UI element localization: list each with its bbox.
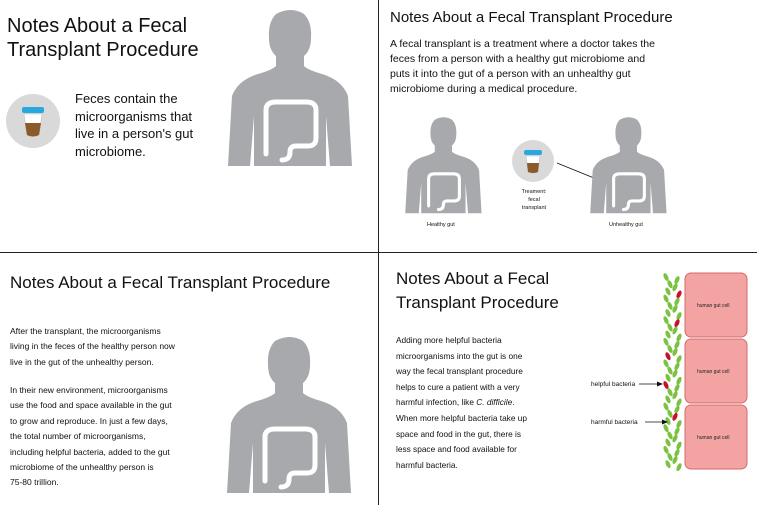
para-line: 75-80 trillion. bbox=[10, 477, 59, 488]
helpful-bacterium bbox=[673, 362, 680, 371]
panel-helpful-bacteria bbox=[379, 253, 757, 505]
gut-cell-label: human gut cell bbox=[697, 303, 730, 309]
caption-line: live in a person's gut bbox=[75, 126, 194, 141]
helpful-bacterium bbox=[675, 419, 682, 428]
panel3-title: Notes About a Fecal Transplant Procedure bbox=[10, 273, 331, 292]
helpful-bacterium bbox=[673, 427, 680, 436]
panel1-title bbox=[7, 14, 199, 62]
helpful-bacterium bbox=[666, 301, 673, 310]
gut-cell-bacteria-diagram bbox=[379, 253, 757, 505]
helpful-bacterium bbox=[666, 323, 673, 332]
helpful-bacterium bbox=[664, 308, 671, 317]
para-line: After the transplant, the microorganisms bbox=[10, 326, 161, 336]
helpful-bacterium bbox=[662, 272, 669, 281]
panel3-para1 bbox=[10, 324, 175, 370]
label-unhealthy-gut: Unhealthy gut bbox=[609, 222, 643, 228]
body-line: helps to cure a patient with a very bbox=[396, 381, 520, 392]
helpful-bacterium bbox=[662, 402, 669, 411]
para-line: microbiome of the unhealthy person is bbox=[10, 462, 154, 473]
helpful-bacterium bbox=[666, 280, 673, 289]
helpful-bacterium bbox=[675, 333, 682, 342]
helpful-bacterium bbox=[664, 395, 671, 404]
helpful-bacterium bbox=[675, 398, 682, 407]
body-line: feces from a person with a healthy gut microbiome and bbox=[390, 53, 646, 65]
helpful-bacterium bbox=[675, 355, 682, 364]
helpful-bacterium bbox=[662, 424, 669, 433]
body-text: . bbox=[512, 397, 515, 408]
transplant-arrow bbox=[379, 0, 757, 252]
helpful-bacterium bbox=[673, 448, 680, 457]
helpful-bacterium bbox=[662, 316, 669, 325]
helpful-bacterium bbox=[662, 294, 669, 303]
pathogen-name: C. difficile bbox=[476, 397, 513, 408]
human-silhouette-large bbox=[226, 6, 356, 166]
helpful-bacterium bbox=[664, 438, 671, 447]
helpful-bacterium bbox=[673, 383, 680, 392]
helpful-bacterium bbox=[664, 330, 671, 339]
panel1-caption bbox=[75, 90, 193, 160]
para-line: In their new environment, microorganisms bbox=[10, 385, 168, 395]
panel1-title-line2: Transplant Procedure bbox=[7, 39, 199, 61]
label-healthy-gut: Healthy gut bbox=[427, 222, 455, 228]
helpful-bacterium bbox=[675, 376, 682, 385]
helpful-bacterium bbox=[675, 311, 682, 320]
harmful-bacterium bbox=[673, 319, 680, 328]
body-line: puts it into the gut of a person with an unhealthy gut bbox=[390, 68, 631, 80]
body-line: space and food in the gut, there is bbox=[396, 428, 522, 439]
helpful-bacterium bbox=[662, 359, 669, 368]
caption-line: microbiome. bbox=[75, 143, 146, 159]
panel2-title: Notes About a Fecal Transplant Procedure bbox=[390, 9, 673, 26]
helpful-bacterium bbox=[673, 297, 680, 306]
caption-line: Feces contain the bbox=[75, 91, 178, 106]
helpful-bacterium bbox=[666, 409, 673, 418]
harmful-bacteria-label: harmful bacteria bbox=[591, 419, 638, 426]
treatment-line: Treament: bbox=[521, 189, 547, 195]
body-line: microorganisms into the gut is one bbox=[396, 350, 523, 361]
panel3-para2 bbox=[10, 383, 172, 491]
helpful-bacterium bbox=[664, 373, 671, 382]
harmful-bacterium bbox=[662, 380, 669, 389]
para-line: to grow and reproduce. In just a few days, bbox=[10, 415, 168, 426]
body-line: A fecal transplant is a treatment where a doctor takes the bbox=[390, 38, 655, 50]
gut-cell-label: human gut cell bbox=[697, 435, 730, 441]
caption-line: microorganisms that bbox=[75, 108, 193, 124]
para-line: living in the feces of the healthy person now bbox=[10, 341, 175, 352]
unhealthy-person-silhouette bbox=[589, 114, 669, 214]
helpful-bacterium bbox=[673, 405, 680, 414]
panel-feces-microorganisms bbox=[0, 0, 378, 252]
stool-sample-cup-icon bbox=[6, 94, 66, 154]
gut-cell-label: human gut cell bbox=[697, 369, 730, 375]
para-line: the total number of microorganisms, bbox=[10, 431, 146, 442]
harmful-bacterium bbox=[664, 352, 671, 361]
helpful-bacterium bbox=[666, 388, 673, 397]
body-line: Adding more helpful bacteria bbox=[396, 335, 502, 345]
body-line: When more helpful bacteria take up bbox=[396, 412, 527, 423]
body-line: less space and food available for bbox=[396, 444, 517, 455]
body-text: harmful infection, like bbox=[396, 397, 477, 408]
para-line: including helpful bacteria, added to the gut bbox=[10, 446, 170, 457]
body-line: way the fecal transplant procedure bbox=[396, 366, 523, 377]
helpful-bacteria-label: helpful bacteria bbox=[591, 381, 636, 388]
helpful-bacterium bbox=[664, 460, 671, 469]
body-line: harmful bacteria. bbox=[396, 459, 458, 470]
helpful-bacterium bbox=[662, 337, 669, 346]
body-line: microbiome during a medical procedure. bbox=[390, 83, 578, 95]
treatment-line: fecal transplant bbox=[521, 197, 547, 211]
helpful-bacterium bbox=[666, 344, 673, 353]
para-line: live in the gut of the unhealthy person. bbox=[10, 356, 154, 367]
panel1-title-line1: Notes About a Fecal bbox=[7, 15, 188, 37]
harmful-bacterium bbox=[675, 290, 682, 299]
helpful-bacterium bbox=[662, 445, 669, 454]
helpful-bacterium bbox=[675, 463, 682, 472]
panel4-title-line1: Notes About a Fecal bbox=[396, 269, 550, 288]
helpful-arrowhead bbox=[657, 382, 663, 387]
panel4-title-line2: Transplant Procedure bbox=[396, 293, 559, 312]
helpful-bacterium bbox=[666, 366, 673, 375]
helpful-bacterium bbox=[675, 441, 682, 450]
helpful-bacterium bbox=[673, 275, 680, 284]
helpful-bacterium bbox=[666, 431, 673, 440]
para-line: use the food and space available in the gut bbox=[10, 400, 172, 411]
human-silhouette-bottom bbox=[225, 323, 355, 503]
panel-after-transplant bbox=[0, 253, 378, 505]
panel-transplant-definition bbox=[379, 0, 757, 252]
helpful-bacterium bbox=[673, 340, 680, 349]
helpful-bacterium bbox=[664, 287, 671, 296]
helpful-bacterium bbox=[666, 452, 673, 461]
